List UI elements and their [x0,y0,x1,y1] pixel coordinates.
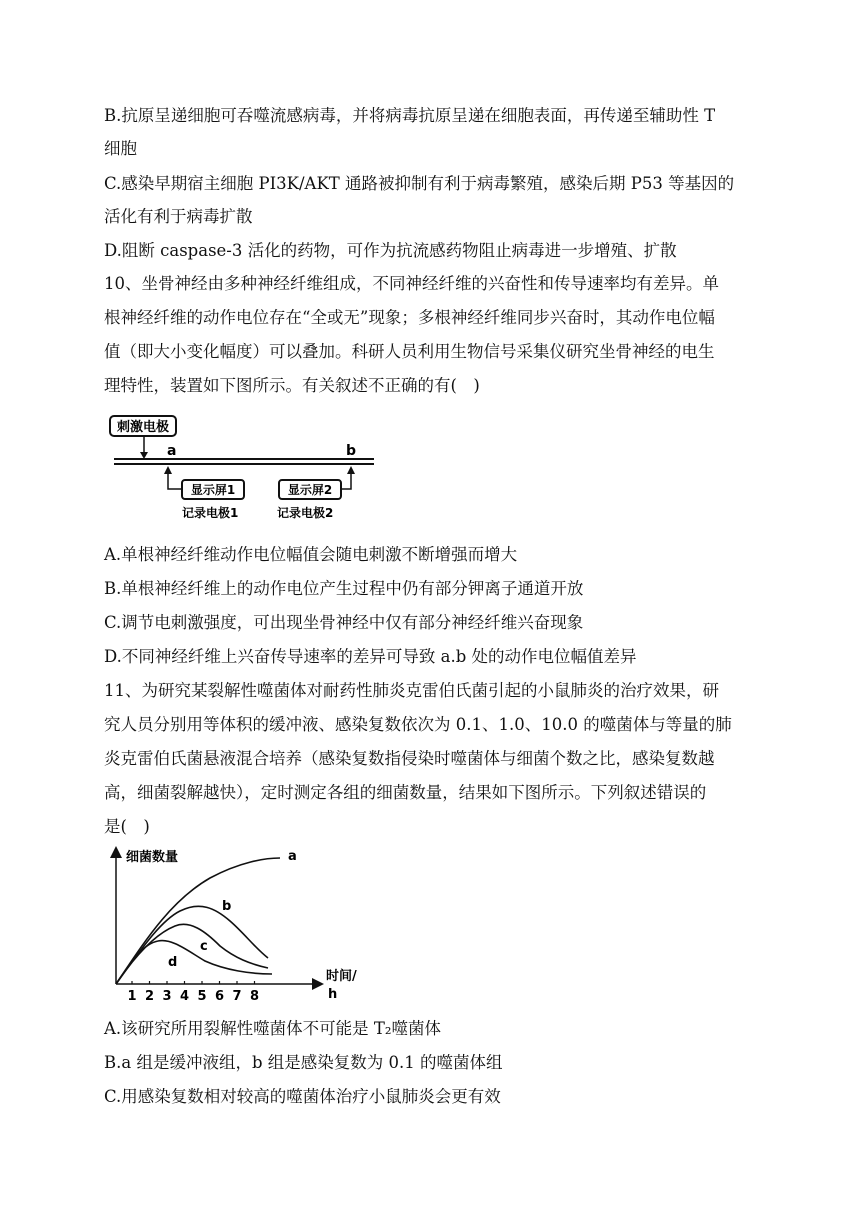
line-6: 10、坐骨神经由多种神经纤维组成，不同神经纤维的兴奋性和传导速率均有差异。单 [104,274,719,293]
x-axis-label-2: h [328,987,338,1002]
record2-label: 记录电极2 [277,506,334,520]
line-20: B.a 组是缓冲液组，b 组是感染复数为 0.1 的噬菌体组 [104,1053,503,1072]
line-4: 活化有利于病毒扩散 [104,207,253,226]
line-8: 值（即大小变化幅度）可以叠加。科研人员利用生物信号采集仪研究坐骨神经的电生 [104,342,715,361]
x-tick-label: 6 [214,989,225,1004]
x-tick-label: 8 [249,989,260,1004]
line-9: 理特性，装置如下图所示。有关叙述不正确的有( ) [104,376,480,395]
stim-arrowhead [140,452,148,459]
line-7: 根神经纤维的动作电位存在“全或无”现象；多根神经纤维同步兴奋时，其动作电位幅 [104,308,715,327]
line-11: B.单根神经纤维上的动作电位产生过程中仍有部分钾离子通道开放 [104,579,584,598]
curve-d-label: d [168,955,178,970]
x-tick-label: 3 [162,989,172,1004]
x-tick-label: 7 [232,989,242,1004]
line-5: D.阻断 caspase-3 活化的药物，可作为抗流感药物阻止病毒进一步增殖、扩散 [104,241,677,260]
line-10: A.单根神经纤维动作电位幅值会随电刺激不断增强而增大 [104,545,518,564]
record1-wire [168,472,182,489]
line-17: 高，细菌裂解越快），定时测定各组的细菌数量，结果如下图所示。下列叙述错误的 [104,783,707,802]
y-axis-label: 细菌数量 [126,850,179,865]
curve-b-label: b [222,899,232,914]
point-a-label: a [167,443,177,459]
point-b-label: b [346,443,357,459]
line-21: C.用感染复数相对较高的噬菌体治疗小鼠肺炎会更有效 [104,1087,501,1106]
line-2: 细胞 [104,139,137,158]
line-14: 11、为研究某裂解性噬菌体对耐药性肺炎克雷伯氏菌引起的小鼠肺炎的治疗效果，研 [104,681,719,700]
x-tick-label: 4 [179,989,190,1004]
line-18: 是( ) [104,817,150,836]
record2-wire [341,472,351,489]
record1-label: 记录电极1 [182,506,239,520]
bacteria-curve-figure [100,846,357,1006]
line-16: 炎克雷伯氏菌悬液混合培养（感染复数指侵染时噬菌体与细菌个数之比，感染复数越 [104,749,715,768]
x-tick-label: 1 [127,989,137,1004]
stim-electrode-label: 刺激电极 [116,420,170,435]
x-axis-label-1: 时间/ [326,969,357,984]
line-12: C.调节电刺激强度，可出现坐骨神经中仅有部分神经纤维兴奋现象 [104,613,584,632]
line-1: B.抗原呈递细胞可吞噬流感病毒，并将病毒抗原呈递在细胞表面，再传递至辅助性 T [104,106,716,125]
screen1-label: 显示屏1 [190,483,236,497]
line-13: D.不同神经纤维上兴奋传导速率的差异可导致 a.b 处的动作电位幅值差异 [104,647,637,666]
line-3: C.感染早期宿主细胞 PI3K/AKT 通路被抑制有利于病毒繁殖，感染后期 P53 等基因的 [104,174,735,193]
curve-a-label: a [288,849,297,864]
line-15: 究人员分别用等体积的缓冲液、感染复数依次为 0.1、1.0、10.0 的噬菌体与等量的肺 [104,715,732,734]
curve-c-label: c [200,939,208,954]
x-tick-label: 2 [144,989,155,1004]
line-19: A.该研究所用裂解性噬菌体不可能是 T₂噬菌体 [104,1019,442,1038]
x-tick-label: 5 [197,989,207,1004]
screen2-label: 显示屏2 [287,483,333,497]
nerve-electrode-figure [104,410,384,525]
